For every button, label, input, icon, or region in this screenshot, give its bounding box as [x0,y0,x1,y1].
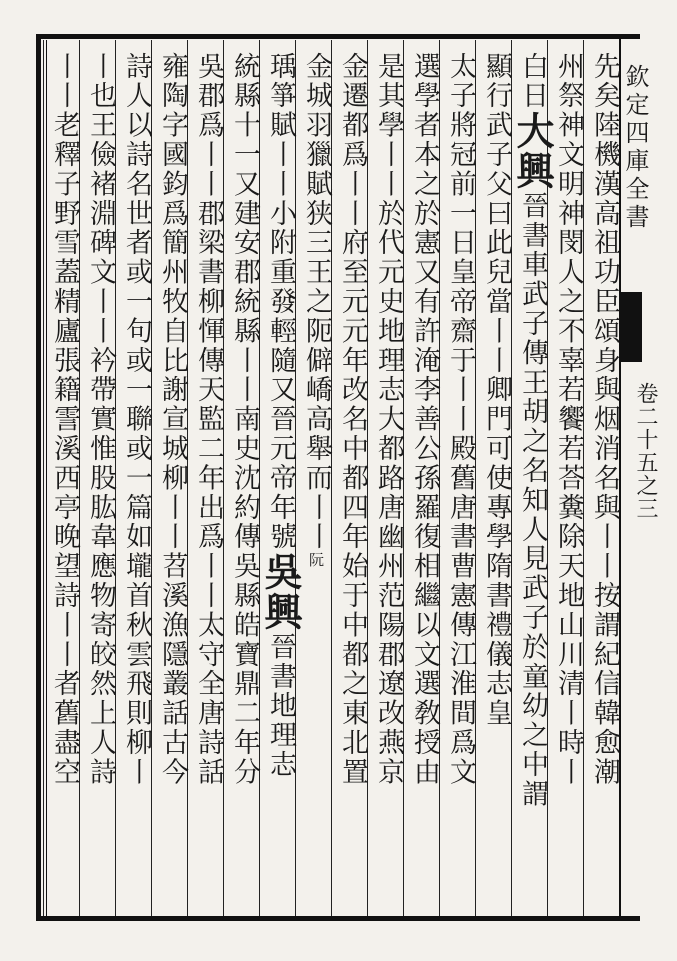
small-annotation: 阮 [307,551,325,570]
headword: 吳興 [258,551,303,633]
column-text: 白日 [517,52,548,111]
column-text: 是其學丨丨於代元史地理志大都路唐幽州范陽郡遼改燕京 [373,52,404,787]
column-text: 州祭神文明神閔人之不辜若饗若荅糞除天地山川清丨時丨 [553,52,584,787]
text-column [224,52,264,912]
column-text: 吳郡爲丨丨郡梁書柳惲傳天監二年出爲丨丨太守全唐詩話 [193,52,224,787]
column-rule [43,40,44,916]
text-column [404,52,444,912]
column-text: 武子父曰此兒當丨丨卿門可使專學隋書禮儀志皇 [481,110,512,729]
text-column [188,52,228,912]
column-text: 金遷都爲丨丨府至元元年改名中都四年始于中都之東北置 [337,52,368,787]
column-text: 先矣陸機漢高祖功臣頌身與烟消名與丨丨按謂紀信韓愈潮 [589,52,620,787]
book-title: 欽定四庫全書 [621,64,649,232]
column-text: 丨丨老釋子野雪蓋精廬張籍霅溪西亭晚望詩丨丨者舊盡空 [49,52,80,787]
column-text: 丨也王儉褚淵碑文丨丨衿帶實惟股肱韋應物寄皎然上人詩 [85,52,116,787]
column-text: 選學者本之於憲又有許淹李善公孫羅復相繼以文選敎授由 [409,52,440,787]
text-column [44,52,84,912]
text-column [368,52,408,912]
column-text: 瑀箏賦丨丨小附重發輕隨又晉元帝年號 [265,52,296,552]
column-text: 統縣十一又建安郡統縣丨丨南史沈約傳吳縣皓寶鼎二年分 [229,52,260,787]
text-column [510,52,555,912]
text-column [332,52,372,912]
column-text: 晉書車武子傳王胡之名知人見武子於童幼之中謂 [517,191,548,810]
text-column [584,52,624,912]
text-column [476,52,516,912]
headword: 大興 [510,110,555,192]
text-column [440,52,480,912]
column-text: 雍陶字國鈞爲簡州牧自比謝宣城柳丨丨苕溪漁隱叢話古今 [157,52,188,787]
text-column [80,52,120,912]
column-text: 晉書地理志 [265,632,296,780]
text-column [258,52,303,912]
volume-label: 卷二十五之三 [633,382,658,520]
column-text: 詩人以詩名世者或一句或一聯或一篇如壠首秋雲飛則柳丨 [121,52,152,787]
text-column [116,52,156,912]
text-column [296,52,336,912]
column-text: 太子將冠前一日皇帝齋于丨丨殿舊唐書曹憲傳江淮間爲文 [445,52,476,787]
column-text: 金城羽獵賦狭三王之阨僻嶠高舉而丨丨 [301,52,332,552]
column-text: 顯行 [481,52,512,111]
text-column [152,52,192,912]
